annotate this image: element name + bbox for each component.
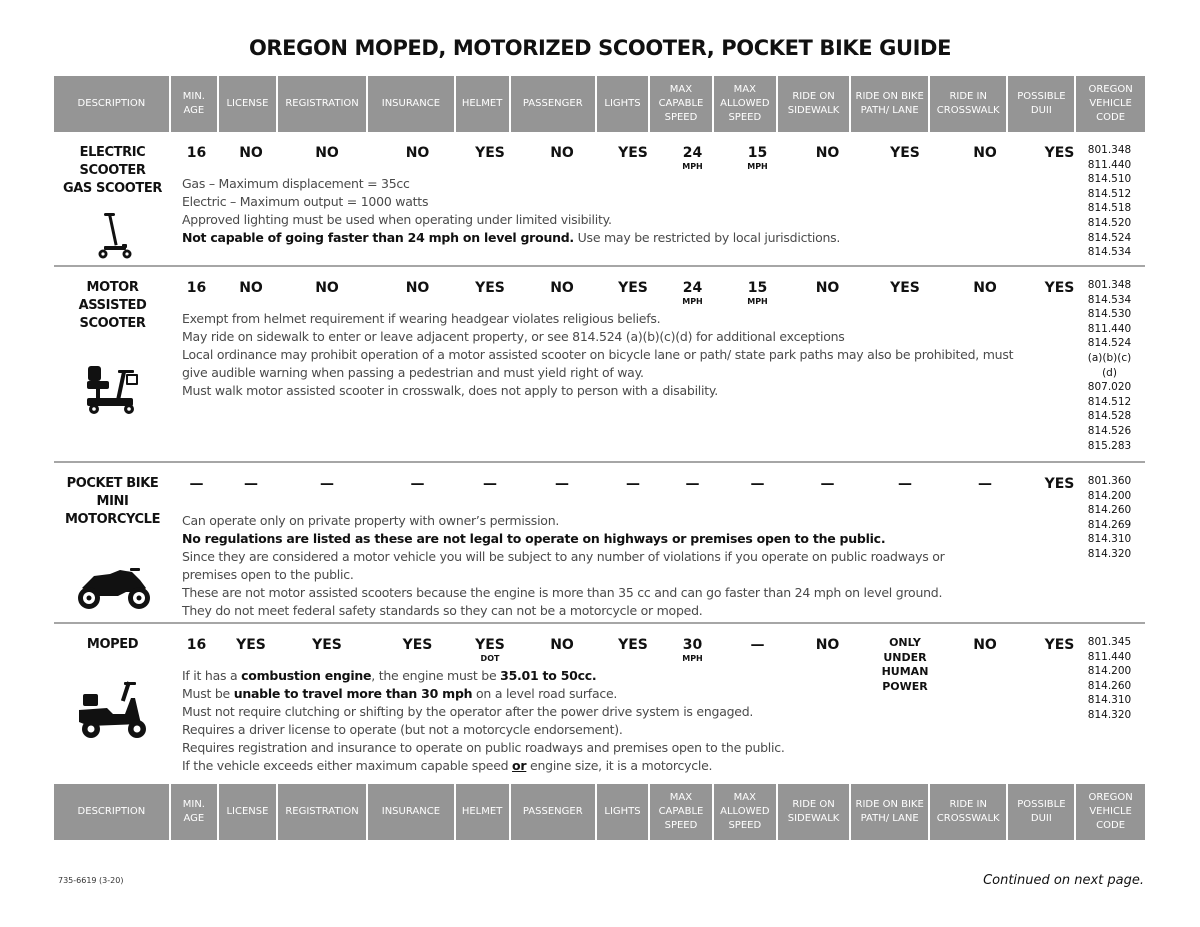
vehicle-code: 814.510 [1087,173,1132,186]
vehicle-name-line: SCOOTER [79,163,146,178]
value-helmet: — [483,476,497,492]
vehicle-notes [182,667,1062,775]
vehicle-name-line: GAS SCOOTER [63,181,162,196]
value-ride-on-sidewalk: NO [815,145,840,161]
note-line [182,530,1062,548]
value-insurance: NO [405,280,430,296]
value-line: UNDER [883,650,927,664]
value-line: POWER [882,679,928,693]
vehicle-code: 814.310 [1087,533,1132,546]
value-line: HUMAN [881,665,929,678]
vehicle-code: 814.524 [1087,337,1132,350]
mobility-scooter-icon [84,364,142,421]
value-max-allowed-speed: — [750,637,765,653]
note-text: They do not meet federal safety standards so they can not be a motorcycle or moped. [182,603,703,618]
note-line [182,566,1062,584]
note-text: Exempt from helmet requirement if wearing headgear violates religious beliefs. [182,311,661,326]
vehicle-code: 801.348 [1087,279,1132,291]
vehicle-notes [182,310,1062,400]
continued-note: Continued on next page. [983,873,1144,888]
note-text: on a level road surface. [472,686,618,701]
note-text: , the engine must be [371,668,501,683]
vehicle-code: 807.020 [1087,381,1132,394]
note-line [182,602,1062,620]
note-text: If it has a [182,668,242,683]
vehicle-code: 814.260 [1087,679,1132,692]
note-text: If the vehicle exceeds either maximum capable speed [182,758,513,773]
note-line [182,229,1062,247]
note-text: These are not motor assisted scooters because the engine is more than 35 cc and can go faster than 24 mph on level ground. [182,585,943,600]
column-header-insurance: INSURANCE [368,784,453,840]
vehicle-code-list [1074,278,1145,453]
unit-max-allowed-speed: MPH [747,297,768,306]
value-passenger: NO [550,145,574,161]
note-text: give audible warning when passing a pedestrian and must yield right of way. [182,365,644,380]
unit-max-capable-speed: MPH [682,162,703,171]
vehicle-code: 811.440 [1087,158,1132,171]
value-possible-duii: YES [1044,280,1075,296]
column-header-lights: LIGHTS [597,784,648,840]
vehicle-code: 801.345 [1087,636,1132,648]
note-text: Local ordinance may prohibit operation of a motor assisted scooter on bicycle lane or path/ state park paths may also be prohibited, must [182,347,1014,362]
note-text: Since they are considered a motor vehicle you will be subject to any number of violations if you operate on public roadways or [182,549,945,564]
value-ride-on-sidewalk: — [820,476,835,492]
note-line [182,512,1062,530]
vehicle-name-line: SCOOTER [79,316,146,331]
vehicle-code: 814.320 [1087,547,1132,560]
vehicle-notes [182,175,1062,247]
value-max-allowed-speed: — [750,476,765,492]
value-passenger: NO [550,280,574,296]
note-emphasis: combustion engine [241,668,372,683]
column-header-insurance: INSURANCE [368,76,453,132]
vehicle-code: 814.512 [1087,187,1132,200]
vehicle-code: 814.528 [1087,410,1132,423]
value-insurance: YES [402,637,433,653]
value-possible-duii: YES [1044,637,1075,653]
note-emphasis: or [512,758,527,773]
value-license: — [244,476,258,492]
vehicle-row [54,267,1145,461]
note-line [182,328,1062,346]
table-header-bottom [54,784,1145,840]
note-line [182,584,1062,602]
unit-max-allowed-speed: MPH [747,162,768,171]
note-text: Must walk motor assisted scooter in crosswalk, does not apply to person with a disability. [182,383,718,398]
note-line [182,175,1062,193]
column-header-passenger: PASSENGER [511,784,595,840]
value-helmet: YES [475,280,505,296]
value-helmet: YES [475,145,505,161]
vehicle-code: 814.512 [1087,395,1132,408]
page-title: OREGON MOPED, MOTORIZED SCOOTER, POCKET BIKE GUIDE [248,36,952,60]
note-text: Must be [182,686,234,701]
vehicle-code-list [1074,474,1145,562]
note-text: May ride on sidewalk to enter or leave adjacent property, or see 814.524 (a)(b)(c)(d) for additional exceptions [182,329,845,344]
value-max-capable-speed: 24 [682,145,703,161]
column-header-description: DESCRIPTION [54,76,169,132]
column-header-ride-on-sidewalk: RIDE ON SIDEWALK [778,784,850,840]
column-header-ride-in-crosswalk: RIDE IN CROSSWALK [930,784,1007,840]
value-license: NO [239,280,263,296]
value-possible-duii: YES [1044,476,1075,492]
moped-icon [75,680,151,745]
column-header-vehicle-code: OREGON VEHICLE CODE [1076,76,1145,132]
value-ride-on-bike-path: — [898,476,912,492]
column-header-registration: REGISTRATION [278,784,366,840]
value-ride-in-crosswalk: NO [973,280,997,296]
vehicle-name [54,636,171,654]
value-registration: YES [312,637,342,653]
value-max-allowed-speed: 15 [747,280,768,296]
note-text: Can operate only on private property with owner’s permission. [182,513,560,528]
note-line [182,703,1062,721]
value-min-age: 16 [186,637,207,653]
column-header-license: LICENSE [219,784,276,840]
note-emphasis: No regulations are listed as these are not legal to operate on highways or premises open to the public. [182,531,886,546]
value-possible-duii: YES [1044,145,1075,161]
row-separator [54,622,1145,624]
vehicle-name-line: MOPED [86,637,139,652]
unit-helmet: DOT [480,654,500,663]
vehicle-code-list [1074,143,1145,260]
column-header-ride-in-crosswalk: RIDE IN CROSSWALK [930,76,1007,132]
column-header-helmet: HELMET [456,76,509,132]
value-registration: — [320,476,334,492]
vehicle-name-line: MOTOR [86,280,139,295]
value-lights: YES [618,280,648,296]
value-ride-on-bike-path: YES [890,145,920,161]
vehicle-name-line: ELECTRIC [79,145,146,160]
note-text: premises open to the public. [182,567,354,582]
note-line [182,364,1062,382]
column-header-max-capable-speed: MAX CAPABLE SPEED [650,76,712,132]
pocket-bike-icon [76,566,152,615]
value-passenger: — [555,476,569,492]
vehicle-code: 814.320 [1087,708,1132,721]
column-header-helmet: HELMET [456,784,509,840]
vehicle-code: 814.534 [1087,293,1132,306]
column-header-registration: REGISTRATION [278,76,366,132]
value-license: NO [239,145,263,161]
value-max-capable-speed: 24 [682,280,703,296]
value-insurance: — [410,476,425,492]
vehicle-name [54,475,171,529]
note-line [182,211,1062,229]
note-line [182,739,1062,757]
form-number: 735-6619 (3-20) [58,876,124,885]
note-line [182,193,1062,211]
column-header-max-capable-speed: MAX CAPABLE SPEED [650,784,712,840]
vehicle-code: 814.524 [1087,231,1132,244]
guide-table-body [54,132,1145,840]
value-max-allowed-speed: 15 [747,145,768,161]
vehicle-code: 814.526 [1087,424,1132,437]
vehicle-code: 814.518 [1087,202,1132,215]
note-line [182,757,1062,775]
vehicle-code: 801.348 [1087,144,1132,156]
column-header-max-allowed-speed: MAX ALLOWED SPEED [714,784,776,840]
note-line [182,346,1062,364]
vehicle-row [54,463,1145,622]
value-helmet: YES [475,637,505,653]
vehicle-row [54,132,1145,265]
unit-max-capable-speed: MPH [682,654,703,663]
value-ride-on-sidewalk: NO [815,280,840,296]
vehicle-name-line: POCKET BIKE [66,476,159,491]
vehicle-name-line: MINI [96,494,129,509]
column-header-license: LICENSE [219,76,276,132]
electric-scooter-icon [95,211,135,266]
column-header-min-age: MIN. AGE [171,784,217,840]
note-line [182,667,1062,685]
column-header-min-age: MIN. AGE [171,76,217,132]
vehicle-code: 814.260 [1087,504,1132,517]
value-ride-on-bike-path: YES [890,280,920,296]
value-min-age: 16 [186,145,207,161]
value-ride-on-sidewalk: NO [815,637,840,653]
column-header-ride-on-bike-path: RIDE ON BIKE PATH/ LANE [851,76,928,132]
value-ride-in-crosswalk: NO [973,145,997,161]
note-line [182,721,1062,739]
vehicle-name [54,279,171,333]
column-header-vehicle-code: OREGON VEHICLE CODE [1076,784,1145,840]
note-text: Requires registration and insurance to operate on public roadways and premises open to the public. [182,740,785,755]
value-registration: NO [315,280,339,296]
value-lights: YES [618,637,648,653]
note-text: Gas – Maximum displacement = 35cc [182,176,410,191]
vehicle-code: 814.200 [1087,665,1132,678]
vehicle-notes [182,512,1062,620]
vehicle-code: 814.310 [1087,694,1132,707]
note-text: Must not require clutching or shifting by the operator after the power drive system is engaged. [182,704,754,719]
vehicle-code: 814.269 [1087,518,1132,531]
value-registration: NO [315,145,339,161]
vehicle-code: 801.360 [1087,475,1132,487]
note-emphasis: Not capable of going faster than 24 mph on level ground. [182,230,574,245]
column-header-ride-on-bike-path: RIDE ON BIKE PATH/ LANE [851,784,928,840]
note-text: Electric – Maximum output = 1000 watts [182,194,429,209]
vehicle-code: 815.283 [1087,439,1132,452]
column-header-passenger: PASSENGER [511,76,595,132]
column-header-ride-on-sidewalk: RIDE ON SIDEWALK [778,76,850,132]
vehicle-code: 811.440 [1087,650,1132,663]
vehicle-code: 814.530 [1087,308,1132,321]
table-header-top [54,76,1145,132]
note-line [182,685,1062,703]
vehicle-code: 814.200 [1087,489,1132,502]
vehicle-code: 814.534 [1087,246,1132,259]
note-line [182,548,1062,566]
value-ride-in-crosswalk: NO [973,637,997,653]
column-header-lights: LIGHTS [597,76,648,132]
note-text: Requires a driver license to operate (but not a motorcycle endorsement). [182,722,623,737]
value-insurance: NO [405,145,430,161]
value-lights: — [626,476,640,492]
vehicle-code: 814.520 [1087,216,1132,229]
vehicle-code: (a)(b)(c) [1087,351,1132,364]
value-passenger: NO [550,637,574,653]
unit-max-capable-speed: MPH [682,297,703,306]
note-text: Approved lighting must be used when operating under limited visibility. [182,212,612,227]
note-text: engine size, it is a motorcycle. [526,758,713,773]
value-max-capable-speed: — [685,476,700,492]
value-ride-in-crosswalk: — [978,476,992,492]
vehicle-name-line: MOTORCYCLE [64,512,161,527]
note-line [182,310,1062,328]
vehicle-name [54,144,171,198]
column-header-description: DESCRIPTION [54,784,169,840]
value-lights: YES [618,145,648,161]
value-max-capable-speed: 30 [682,637,703,653]
column-header-max-allowed-speed: MAX ALLOWED SPEED [714,76,776,132]
column-header-possible-duii: POSSIBLE DUII [1008,784,1074,840]
column-header-possible-duii: POSSIBLE DUII [1008,76,1074,132]
note-emphasis: 35.01 to 50cc. [500,668,597,683]
value-line: ONLY [889,636,921,649]
vehicle-code-list [1074,635,1145,723]
vehicle-code: (d) [1102,366,1117,379]
value-license: YES [236,637,266,653]
note-text: Use may be restricted by local jurisdictions. [573,230,841,245]
note-emphasis: unable to travel more than 30 mph [233,686,473,701]
note-line [182,382,1062,400]
vehicle-name-line: ASSISTED [78,298,147,313]
vehicle-code: 811.440 [1087,322,1132,335]
value-min-age: 16 [186,280,207,296]
value-min-age: — [189,476,204,492]
